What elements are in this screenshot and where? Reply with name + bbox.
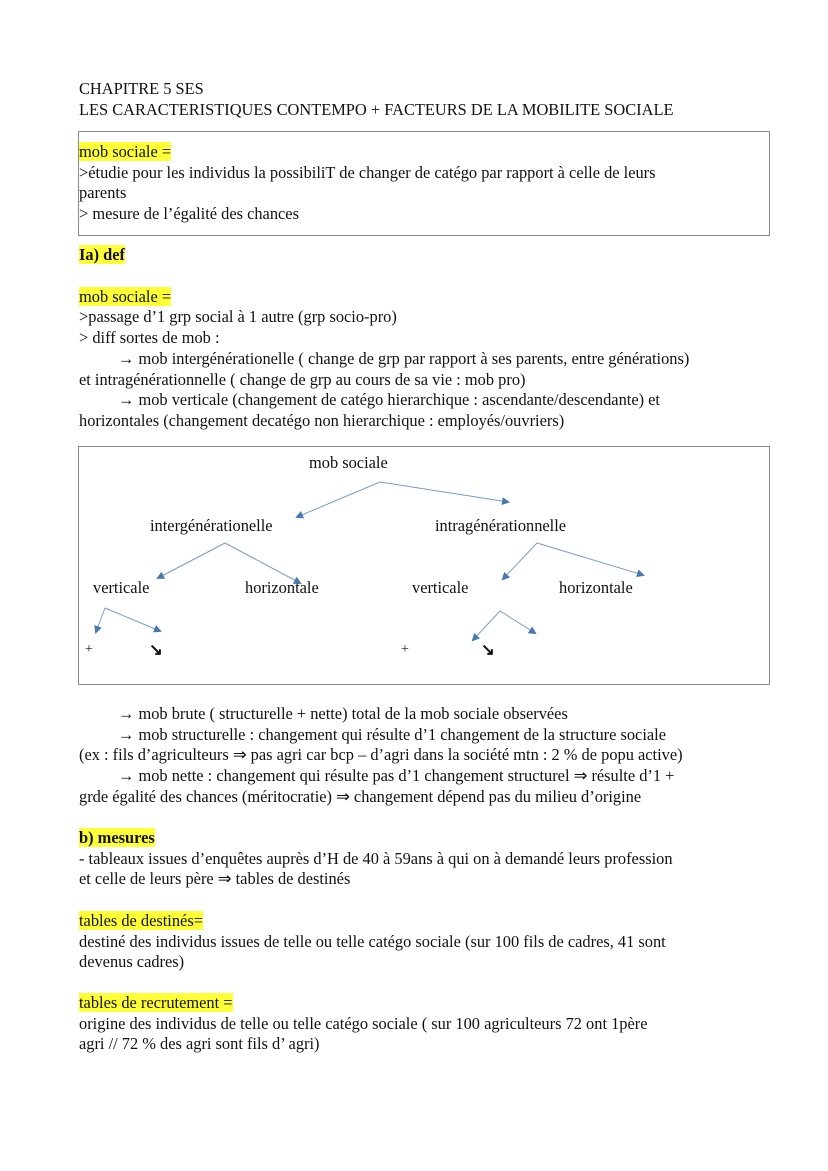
down-arrow-icon: ↘: [149, 640, 163, 659]
diagram-node-intra-verticale: verticale: [412, 578, 469, 597]
arrow-left-plus: [96, 608, 105, 632]
diagram-node-inter: intergénérationelle: [150, 516, 273, 535]
text-line: origine des individus de telle ou telle catégo sociale ( sur 100 agriculteurs 72 ont 1père: [79, 1013, 648, 1033]
arrow-intra-horizontale: [537, 543, 643, 575]
arrow-right-plus: [473, 611, 500, 640]
text-line: → mob verticale (changement de catégo hierarchique : ascendante/descendante) et: [118, 390, 660, 410]
term-highlight: mob sociale =: [79, 286, 172, 306]
text-line: - tableaux issues d’enquêtes auprès d’H de 40 à 59ans à qui on à demandé leurs profession: [79, 848, 673, 868]
text-line: grde égalité des chances (méritocratie) ⇒ changement dépend pas du milieu d’origine: [79, 786, 642, 806]
text-line: >passage d’1 grp social à 1 autre (grp socio-pro): [79, 307, 397, 327]
diagram-node-intra-horizontale: horizontale: [559, 578, 633, 597]
chapter-title: CHAPITRE 5 SES: [79, 79, 204, 98]
text-line: horizontales (changement decatégo non hierarchique : employés/ouvriers): [79, 410, 565, 430]
text-line: > diff sortes de mob :: [79, 328, 220, 348]
arrow-right-minus: [500, 611, 535, 633]
text-line: → mob structurelle : changement qui résulte d’1 changement de la structure sociale: [118, 724, 666, 744]
section-heading: b) mesures: [79, 828, 155, 847]
arrow-left-minus: [105, 608, 160, 631]
text-line: destiné des individus issues de telle ou telle catégo sociale (sur 100 fils de cadres, 41 sont: [79, 931, 666, 951]
section-heading: Ia) def: [79, 245, 125, 264]
text-line: > mesure de l’égalité des chances: [79, 204, 299, 224]
mobility-types: [79, 704, 683, 808]
diagram-node-inter-verticale: verticale: [93, 578, 150, 597]
arrow-inter-horizontale: [225, 543, 300, 583]
arrow-root-left: [297, 482, 380, 517]
tables-recrutement: [79, 993, 648, 1055]
text-line: et intragénérationnelle ( change de grp au cours de sa vie : mob pro): [79, 369, 526, 389]
term-highlight: mob sociale =: [79, 142, 172, 161]
tables-destines: [79, 911, 666, 973]
text-line: (ex : fils d’agriculteurs ⇒ pas agri car bcp – d’agri dans la société mtn : 2 % de popu active): [79, 745, 683, 765]
text-line: agri // 72 % des agri sont fils d’ agri): [79, 1034, 320, 1054]
down-arrow-icon: ↘: [481, 640, 495, 659]
text-line: et celle de leurs père ⇒ tables de destinés: [79, 869, 351, 889]
text-line: devenus cadres): [79, 952, 185, 972]
text-line: → mob intergénérationelle ( change de grp par rapport à ses parents, entre générations): [118, 348, 690, 368]
arrow-inter-verticale: [158, 543, 225, 578]
term-highlight: tables de destinés=: [79, 911, 203, 930]
term-highlight: tables de recrutement =: [79, 993, 233, 1012]
diagram-node-inter-horizontale: horizontale: [245, 578, 319, 597]
chapter-subtitle: LES CARACTERISTIQUES CONTEMPO + FACTEURS DE LA MOBILITE SOCIALE: [79, 99, 674, 119]
diagram-leaf-plus: +: [401, 642, 409, 657]
text-line: → mob nette : changement qui résulte pas d’1 changement structurel ⇒ résulte d’1 +: [118, 766, 675, 786]
diagram-root: mob sociale: [309, 453, 388, 472]
arrow-intra-verticale: [503, 543, 537, 579]
arrow-root-right: [380, 482, 508, 502]
section-b: [79, 828, 673, 890]
text-line: parents: [79, 183, 127, 203]
text-line: >étudie pour les individus la possibiliT de changer de catégo par rapport à celle de leurs: [79, 162, 656, 182]
diagram-node-intra: intragénérationnelle: [435, 516, 567, 535]
text-line: → mob brute ( structurelle + nette) total de la mob sociale observées: [118, 704, 568, 723]
diagram-leaf-plus: +: [85, 642, 93, 657]
